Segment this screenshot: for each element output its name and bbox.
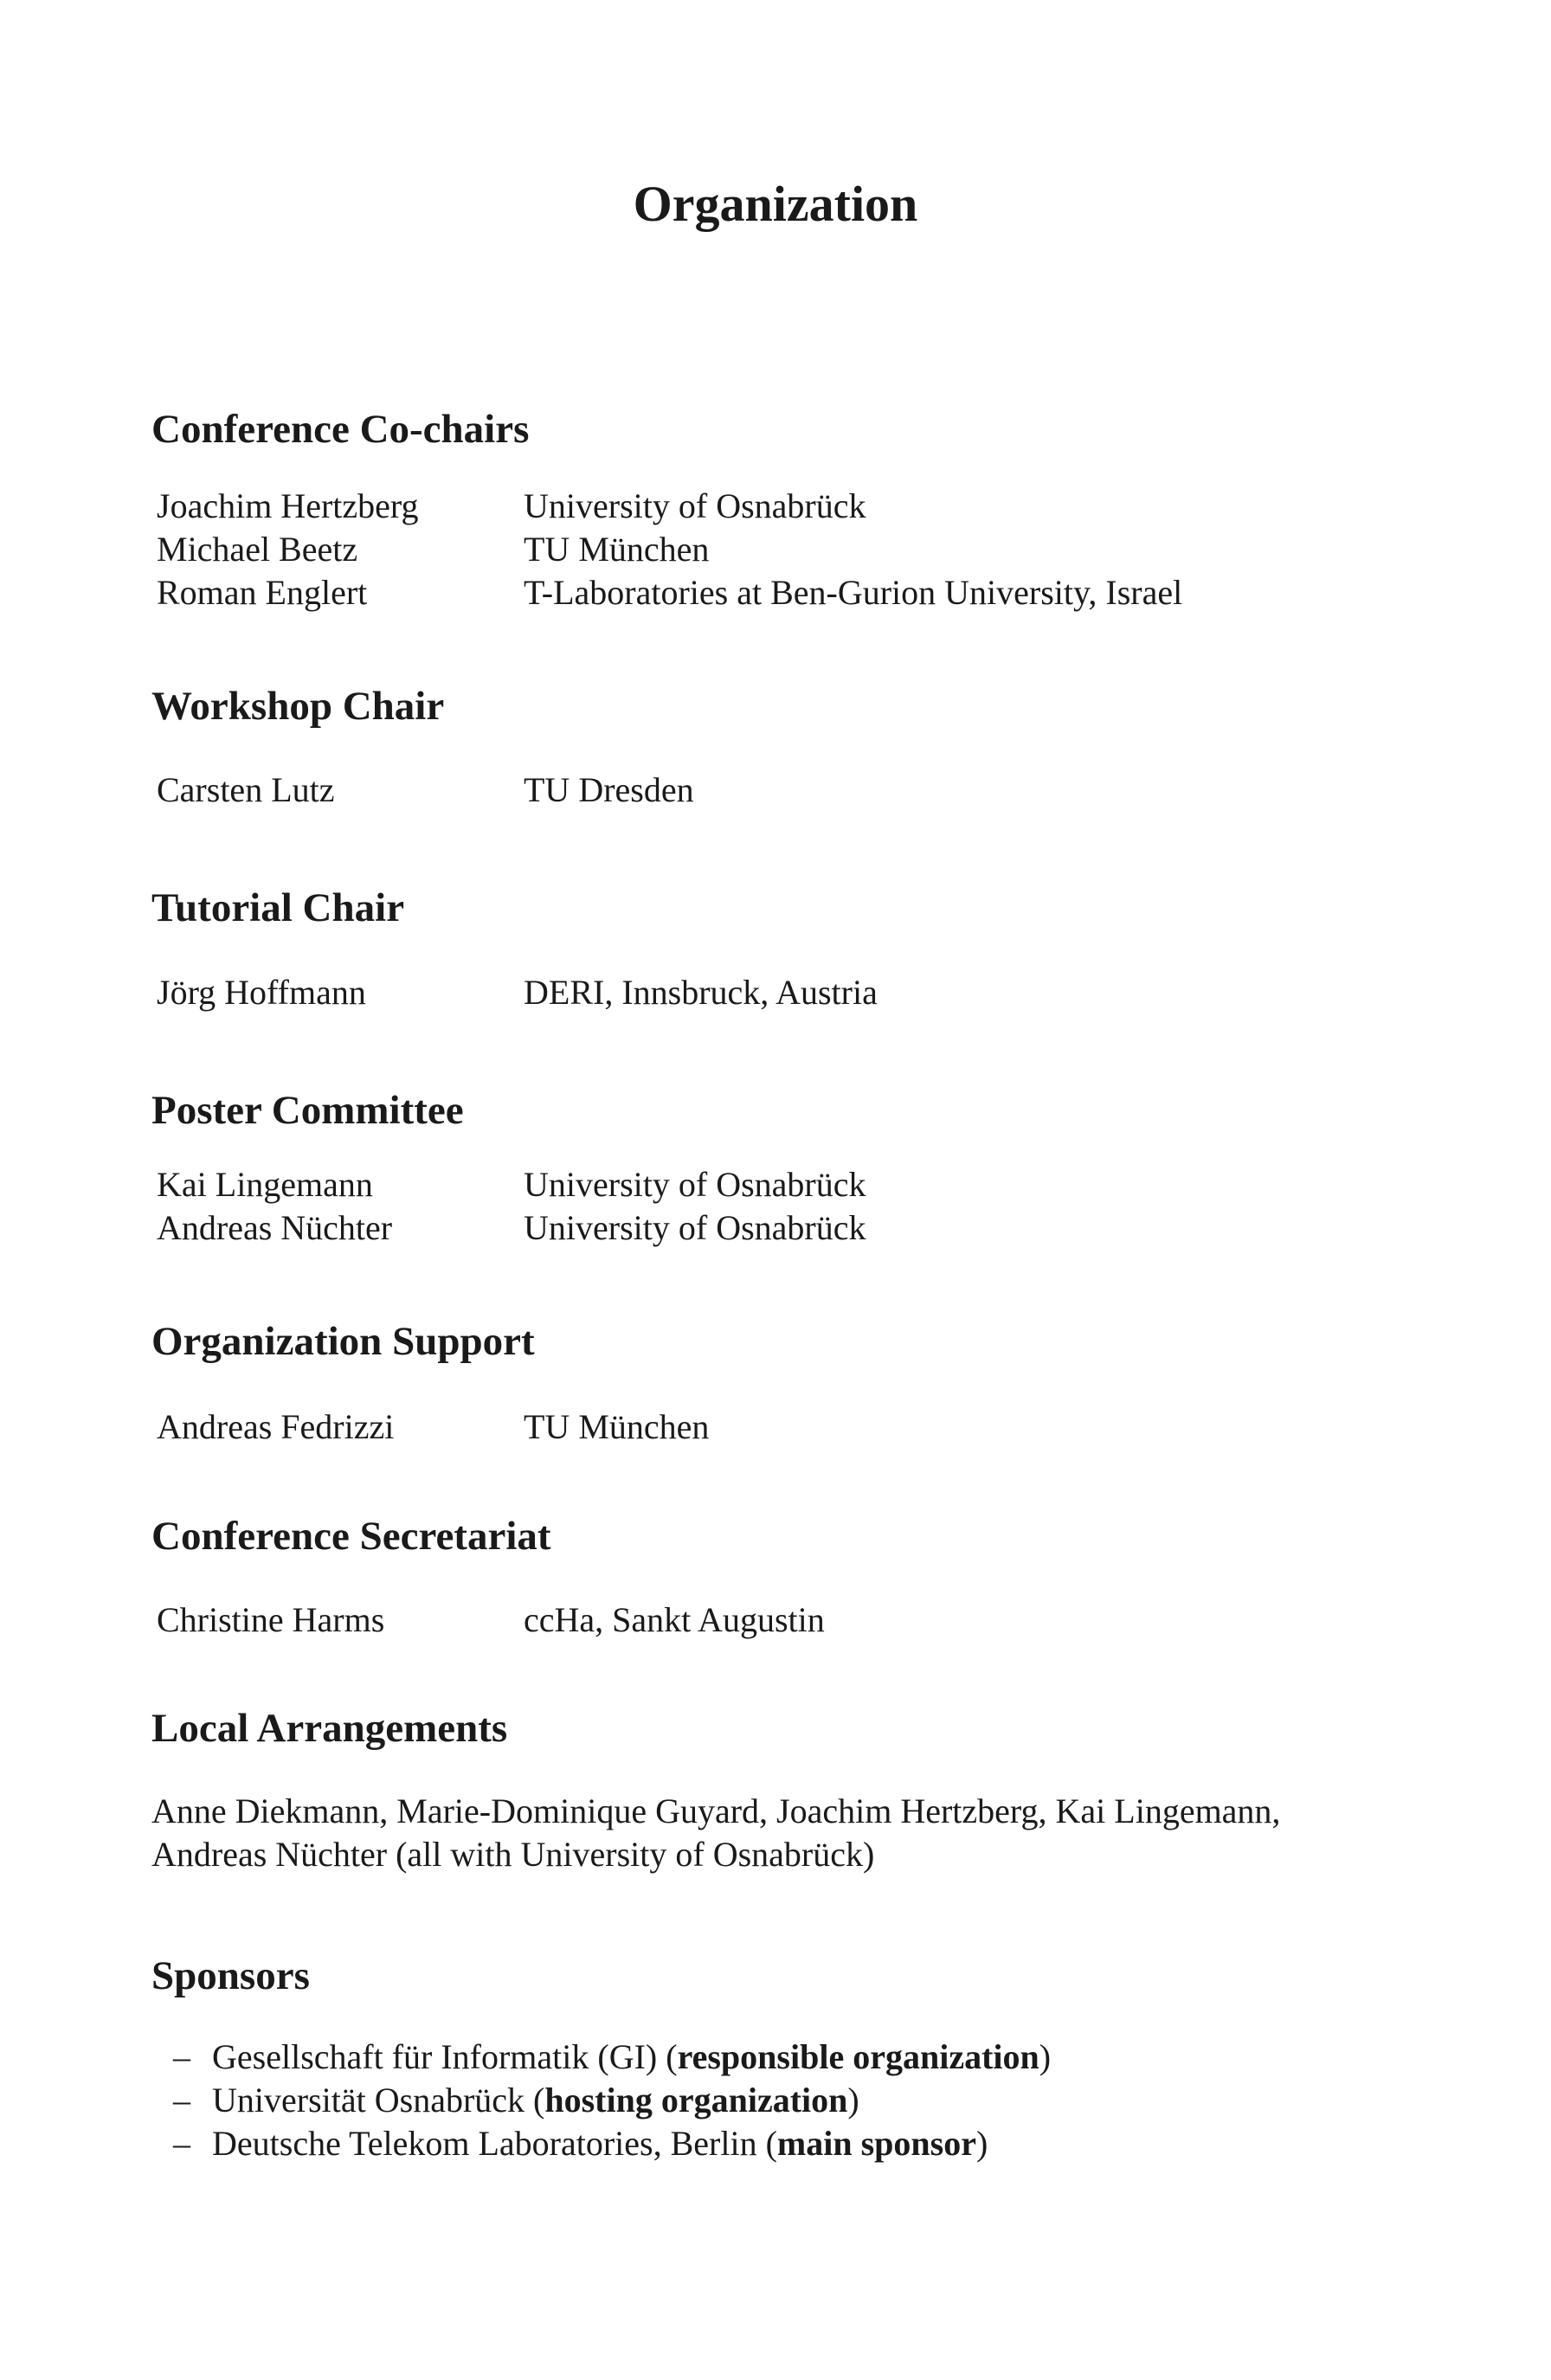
section-heading-workshop: Workshop Chair [151,684,445,729]
cochair-row [157,571,1412,614]
sponsor-name: Gesellschaft für Informatik (GI) ( [212,2037,678,2076]
sponsor-role: responsible organization [677,2037,1039,2076]
workshop-row [157,769,1412,812]
close-paren: ) [847,2081,859,2119]
local-arrangements-line: Andreas Nüchter (all with University of Osnabrück) [151,1835,875,1874]
secretariat-row [157,1598,1412,1642]
sponsor-item [173,2079,859,2122]
person-name: Michael Beetz [157,530,358,569]
section-heading-sponsors: Sponsors [151,1953,310,1998]
person-name: Andreas Fedrizzi [157,1407,395,1446]
section-heading-secretariat: Conference Secretariat [151,1514,551,1559]
person-affiliation: TU München [524,1407,710,1446]
person-affiliation: University of Osnabrück [524,486,866,525]
cochair-row [157,485,1412,528]
person-name: Roman Englert [157,573,368,612]
poster-row [157,1163,1412,1206]
tutorial-row [157,971,1412,1014]
person-name: Andreas Nüchter [157,1208,393,1247]
sponsor-item [173,2036,1051,2079]
section-heading-cochairs: Conference Co-chairs [151,407,530,452]
close-paren: ) [1039,2037,1052,2076]
sponsor-name: Universität Osnabrück ( [212,2081,545,2119]
close-paren: ) [975,2124,988,2163]
person-affiliation: University of Osnabrück [524,1208,866,1247]
person-affiliation: TU Dresden [524,770,694,809]
person-name: Carsten Lutz [157,770,335,809]
dash-bullet: – [173,2037,190,2076]
person-affiliation: DERI, Innsbruck, Austria [524,973,878,1012]
section-heading-support: Organization Support [151,1319,535,1364]
cochair-row [157,528,1412,571]
support-row [157,1405,1412,1449]
section-heading-tutorial: Tutorial Chair [151,885,405,930]
person-name: Kai Lingemann [157,1165,373,1204]
section-heading-local: Local Arrangements [151,1706,508,1751]
person-affiliation: ccHa, Sankt Augustin [524,1600,825,1639]
dash-bullet: – [173,2124,190,2163]
local-arrangements-line: Anne Diekmann, Marie-Dominique Guyard, Joachim Hertzberg, Kai Lingemann, [151,1791,1281,1830]
dash-bullet: – [173,2081,190,2119]
page-title: Organization [633,176,918,232]
person-name: Jörg Hoffmann [157,973,366,1012]
person-affiliation: TU München [524,530,710,569]
sponsor-role: main sponsor [776,2124,976,2163]
sponsor-role: hosting organization [544,2081,848,2119]
person-name: Joachim Hertzberg [157,486,419,525]
sponsor-name: Deutsche Telekom Laboratories, Berlin ( [212,2124,777,2163]
poster-row [157,1206,1412,1250]
person-name: Christine Harms [157,1600,385,1639]
section-heading-poster: Poster Committee [151,1088,464,1133]
person-affiliation: T-Laboratories at Ben-Gurion University, Israel [524,573,1183,612]
sponsor-item [173,2122,988,2165]
person-affiliation: University of Osnabrück [524,1165,866,1204]
